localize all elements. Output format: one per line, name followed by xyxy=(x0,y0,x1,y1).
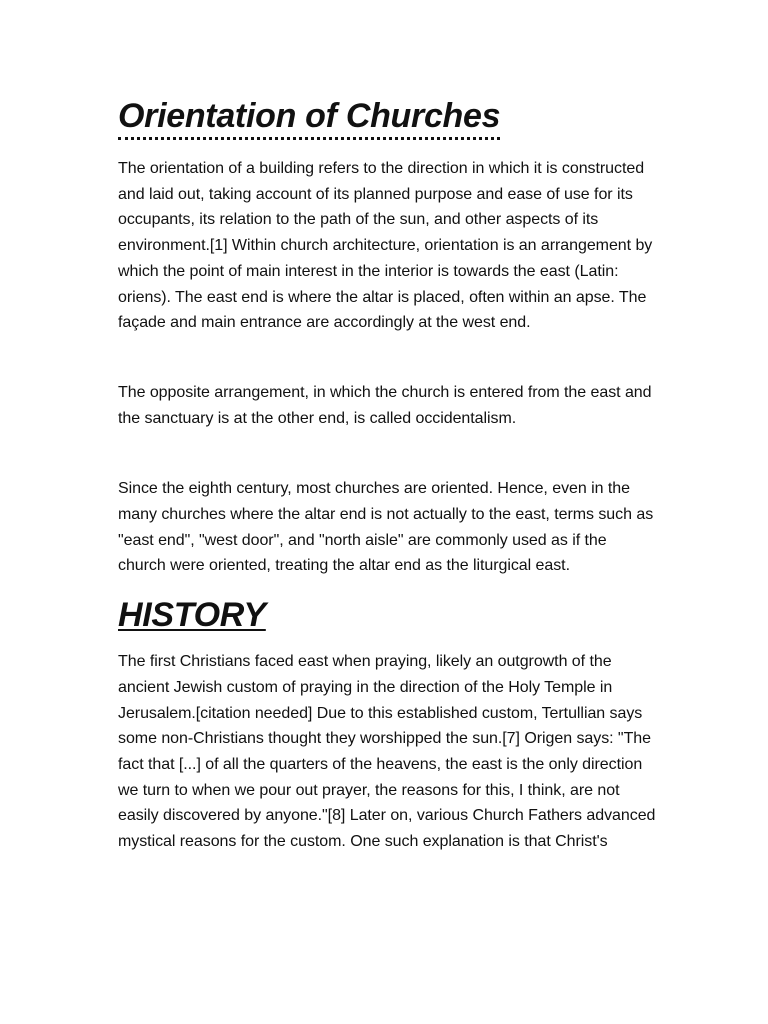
paragraph-eighth-century: Since the eighth century, most churches are oriented. Hence, even in the many churches where the altar end is not actually to the east, terms such as "east end", "west door", and "north aisle" are commonly used as if the church were oriented, treating the altar end as the liturgical east. xyxy=(118,480,654,575)
document-title: Orientation of Churches xyxy=(118,96,500,140)
paragraph-occidentalism: The opposite arrangement, in which the church is entered from the east and the sanctuary is at the other end, is called occidentalism. xyxy=(118,383,652,427)
document-page xyxy=(118,96,658,855)
history-heading: HISTORY xyxy=(118,596,266,635)
paragraph-history: The first Christians faced east when praying, likely an outgrowth of the ancient Jewish custom of praying in the direction of the Holy Temple in Jerusalem.[citation needed] Due to this established custom, Tertullian says some non-Christians thought they worshipped the sun.[7] Origen says: "The fact that [...] of all the quarters of the heavens, the east is the only direction we turn to when we pour out prayer, the reasons for this, I think, are not easily discovered by anyone."[8] Later on, various Church Fathers advanced mystical reasons for the custom. One such explanation is that Christ's xyxy=(118,653,656,851)
paragraph-orientation-definition: The orientation of a building refers to the direction in which it is constructed and laid out, taking account of its planned purpose and ease of use for its occupants, its relation to the path of the sun, and other aspects of its environment.[1] Within church architecture, orientation is an arrangement by which the point of main interest in the interior is towards the east (Latin: oriens). The east end is where the altar is placed, often within an apse. The façade and main entrance are accordingly at the west end. xyxy=(118,160,653,332)
